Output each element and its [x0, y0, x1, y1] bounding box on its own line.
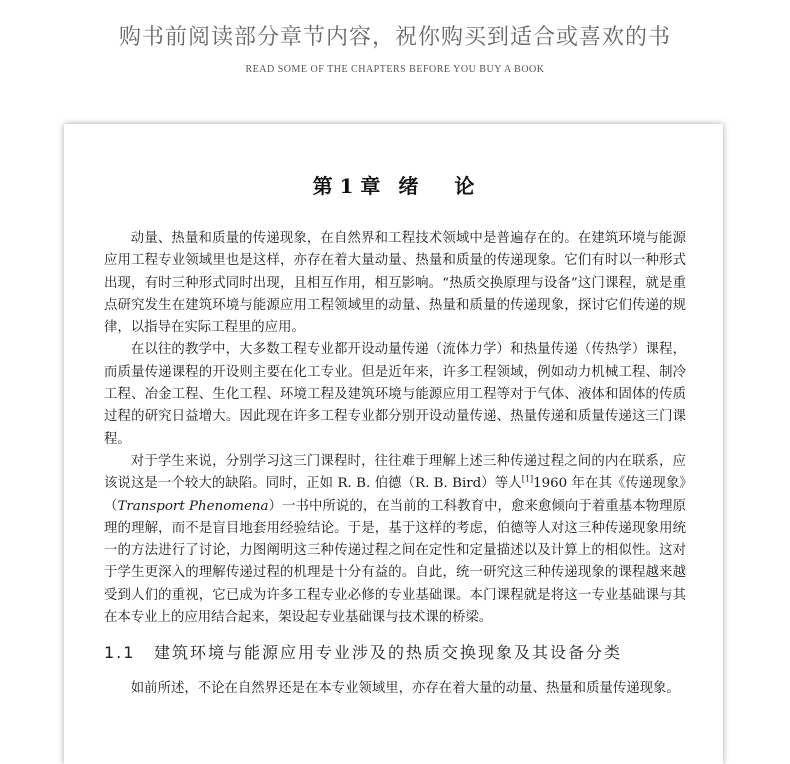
- section-heading: [104, 642, 686, 664]
- paragraph-3-part-a: 对于学生来说，分别学习这三门课程时，往往难于理解上述三种传递过程之间的内在联系，应该说这是一个较大的缺陷。同时，正如 R. B. 伯德（R. B. Bird）等人: [104, 453, 686, 492]
- paragraph-4: 如前所述，不论在自然界还是在本专业领域里，亦存在着大量的动量、热量和质量传递现象。: [130, 680, 680, 696]
- paragraph-3-part-b: 1960 年在其《传递现象》（: [104, 476, 687, 514]
- book-title-italic: Transport Phenomena: [117, 498, 269, 514]
- section-number: 1.1: [104, 643, 136, 663]
- paragraph-1: 动量、热量和质量的传递现象，在自然界和工程技术领域中是普遍存在的。在建筑环境与能源应用工程专业领域里也是这样，亦存在着大量动量、热量和质量的传递现象。它们有时以一种形式出现，有时三种形式同时出现，且相互作用，相互影响。“热质交换原理与设备”这门课程，就是重点研究发生在建筑环境与能源应用工程领域里的动量、热量和质量的传递现象，探讨它们传递的规律，以指导在实际工程里的应用。: [104, 231, 686, 336]
- paragraph-3-part-c: ）一书中所说的，在当前的工科教育中，愈来愈倾向于着重基本物理原理的理解，而不是盲目地套用经验结论。于是，基于这样的考虑，伯德等人对这三种传递现象用统一的方法进行了讨论，力图阐明这三种传递过程之间在定性和定量描述以及计算上的相似性。这对于学生更深入的理解传递过程的机理是十分有益的。自此，统一研究这三种传递现象的课程越来越受到人们的重视，它已成为许多工程专业必修的专业基础课。本门课程就是将这一专业基础课与其在本专业上的应用结合起来，架设起专业基础课与技术课的桥梁。: [104, 498, 687, 626]
- chapter-body: [104, 228, 686, 700]
- banner-subtitle: READ SOME OF THE CHAPTERS BEFORE YOU BUY A BOOK: [245, 64, 545, 75]
- chapter-title-second-char: 论: [454, 174, 475, 198]
- paragraph-2: 在以往的教学中，大多数工程专业都开设动量传递（流体力学）和热量传递（传热学）课程，而质量传递课程的开设则主要在化工专业。但是近年来，许多工程领域，例如动力机械工程、制冷工程、冶金工程、生化工程、环境工程及建筑环境与能源应用工程等对于气体、液体和固体的传质过程的研究日益增大。因此现在许多工程专业都分别开设动量传递、热量传递和质量传递这三门课程。: [104, 342, 686, 447]
- paragraph-3: [104, 451, 686, 629]
- chapter-label-suffix: 章: [360, 174, 381, 198]
- banner-title: 购书前阅读部分章节内容，祝你购买到适合或喜欢的书: [118, 25, 671, 50]
- chapter-number: 1: [339, 174, 354, 198]
- chapter-title-first-char: 绪: [398, 174, 419, 198]
- chapter-title: [64, 170, 723, 199]
- section-title: 建筑环境与能源应用专业涉及的热质交换现象及其设备分类: [154, 643, 623, 663]
- chapter-label-prefix: 第: [312, 174, 333, 198]
- citation-ref: [1]: [521, 474, 534, 484]
- book-page: [64, 124, 723, 764]
